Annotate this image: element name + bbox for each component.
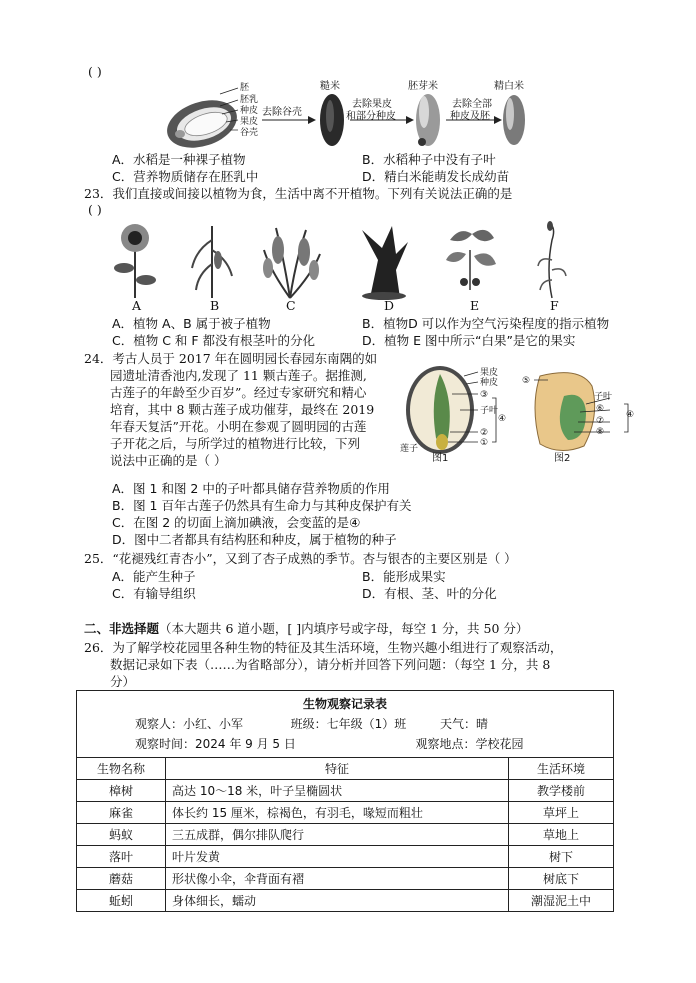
table-header-row (77, 758, 614, 780)
organism-habitat: 教学楼前 (509, 780, 614, 802)
q25-option-b: B．能形成果实 (362, 569, 446, 584)
organism-feature: 高达 10～18 米，叶子呈椭圆状 (166, 780, 509, 802)
step2-label: 去除果皮 (352, 99, 392, 110)
table-row (77, 824, 614, 846)
seed-part-label: 胚乳 (240, 95, 259, 105)
lotus-seed-label: 莲子 (400, 444, 419, 454)
organism-name: 蚯蚓 (77, 890, 166, 912)
fig1-label: 子叶 (480, 406, 499, 416)
fig1-label: ④ (498, 414, 507, 424)
organism-habitat: 树底下 (509, 868, 614, 890)
organism-habitat: 潮湿泥土中 (509, 890, 614, 912)
organism-habitat: 树下 (509, 846, 614, 868)
observation-record-table (76, 690, 614, 912)
corn-image (192, 226, 232, 298)
fig1-label: ③ (480, 390, 489, 400)
fig1-label: 果皮 (480, 368, 499, 378)
q25-option-d: D．有根、茎、叶的分化 (362, 586, 497, 601)
moss-image (538, 221, 566, 298)
observation-time: 观察时间：2024 年 9 月 5 日 (135, 737, 296, 751)
q23-option-a: A．植物 A、B 属于被子植物 (112, 316, 271, 331)
fig1-caption: 图1 (432, 453, 449, 464)
plant-label-e: E (470, 298, 480, 313)
fig2-label: 子叶 (594, 392, 613, 402)
q23-stem: 23．我们直接或间接以植物为食，生活中离不开植物。下列有关说法正确的是 (84, 186, 513, 201)
column-header: 生物名称 (77, 758, 166, 780)
fig2-label: ⑧ (596, 427, 605, 437)
q23-bracket: ( ) (88, 202, 102, 217)
observation-place: 观察地点：学校花园 (415, 737, 524, 751)
q24-line: 子开花之后，与所学过的植物进行比较，下列 (110, 436, 361, 451)
plant-illustrations (100, 220, 590, 300)
q24-line: 说法中正确的是（ ） (110, 453, 227, 468)
column-header: 生活环境 (509, 758, 614, 780)
seed-section-figure (520, 366, 640, 456)
q24-option-c: C．在图 2 的切面上滴加碘液，会变蓝的是④ (112, 515, 361, 530)
observer: 观察人：小红、小军 (135, 717, 244, 731)
q22-bracket: ( ) (88, 64, 102, 79)
q25-option-a: A．能产生种子 (112, 569, 196, 584)
grade: 班级：七年级（1）班 (290, 717, 407, 731)
q26-line: 26．为了解学校花园里各种生物的特征及其生活环境，生物兴趣小组进行了观察活动， (84, 640, 563, 655)
organism-feature: 叶片发黄 (166, 846, 509, 868)
section2-desc: （本大题共 6 道小题，[ ]内填序号或字母，每空 1 分，共 50 分） (159, 621, 529, 636)
lichen-image (362, 226, 408, 300)
table-row (77, 890, 614, 912)
observer-line (83, 714, 607, 734)
column-header: 特征 (166, 758, 509, 780)
fig1-label: ② (480, 428, 489, 438)
step3-label: 去除全部 (452, 99, 492, 110)
section2-title: 二、非选择题 (84, 621, 160, 636)
organism-name: 蘑菇 (77, 868, 166, 890)
step2-label: 和部分种皮 (346, 111, 396, 122)
fig2-label: ⑥ (596, 404, 605, 414)
table-header-block (77, 691, 614, 758)
table-title: 生物观察记录表 (302, 697, 387, 711)
sunflower-image (114, 224, 156, 298)
fig2-label: ④ (626, 410, 635, 420)
q25-stem: 25．“花褪残红青杏小”，又到了杏子成熟的季节。杏与银杏的主要区别是（ ） (84, 551, 517, 566)
step1-label: 去除谷壳 (262, 107, 302, 118)
q26-line: 数据记录如下表（……为省略部分），请分析并回答下列问题：（每空 1 分，共 8 (110, 657, 551, 672)
q22-option-d: D．精白米能萌发长成幼苗 (362, 169, 510, 184)
q22-option-a: A．水稻是一种裸子植物 (112, 152, 246, 167)
plant-label-a: A (132, 298, 142, 313)
fig2-caption: 图2 (554, 453, 571, 464)
white-rice-label: 精白米 (494, 81, 524, 92)
ginkgo-image (446, 230, 496, 290)
q25-option-c: C．有输导组织 (112, 586, 196, 601)
organism-feature: 体长约 15 厘米，棕褐色，有羽毛，喙短而粗壮 (166, 802, 509, 824)
q24-line: 园遗址清香池内,发现了 11 颗古莲子。据推测, (110, 368, 367, 383)
seed-part-label: 果皮 (240, 117, 259, 127)
fern-image (263, 228, 320, 298)
organism-name: 樟树 (77, 780, 166, 802)
organism-habitat: 草地上 (509, 824, 614, 846)
organism-feature: 形状像小伞，伞背面有褶 (166, 868, 509, 890)
seed-part-label: 胚 (240, 83, 250, 93)
fig2-label: ⑤ (522, 376, 531, 386)
table-row (77, 846, 614, 868)
organism-name: 麻雀 (77, 802, 166, 824)
organism-name: 蚂蚁 (77, 824, 166, 846)
fig2-label: ⑦ (596, 416, 605, 426)
plant-label-f: F (550, 298, 559, 313)
organism-name: 落叶 (77, 846, 166, 868)
table-row (77, 780, 614, 802)
step3-label: 种皮及胚 (450, 111, 490, 122)
q23-option-d: D．植物 E 图中所示“白果”是它的果实 (362, 333, 576, 348)
organism-habitat: 草坪上 (509, 802, 614, 824)
fig1-label: ① (480, 438, 489, 448)
q24-line: 培育，其中 8 颗古莲子成功催芽，最终在 2019 (110, 402, 375, 417)
q24-line: 24．考古人员于 2017 年在圆明园长春园东南隅的如 (84, 351, 378, 366)
q22-option-b: B．水稻种子中没有子叶 (362, 152, 496, 167)
q24-option-d: D．图中二者都具有结构胚和种皮，属于植物的种子 (112, 532, 397, 547)
plant-label-b: B (210, 298, 220, 313)
q24-option-b: B．图 1 百年古莲子仍然具有生命力与其种皮保护有关 (112, 498, 412, 513)
fig1-label: 种皮 (480, 378, 499, 388)
q24-option-a: A．图 1 和图 2 中的子叶都具储存营养物质的作用 (112, 481, 390, 496)
organism-feature: 三五成群，偶尔排队爬行 (166, 824, 509, 846)
table-row (77, 802, 614, 824)
organism-feature: 身体细长，蠕动 (166, 890, 509, 912)
q26-line: 分） (110, 674, 136, 689)
seed-part-label: 种皮 (240, 106, 259, 116)
weather: 天气：晴 (439, 717, 488, 731)
q23-option-b: B．植物D 可以作为空气污染程度的指示植物 (362, 316, 610, 331)
q24-line: 年春天复活”开花。小明在参观了圆明园的古莲 (110, 419, 367, 434)
q24-line: 古莲子的年龄至少百岁”。经过专家研究和精心 (110, 385, 367, 400)
table-row (77, 868, 614, 890)
brown-rice-label: 糙米 (320, 81, 340, 92)
time-line (83, 734, 607, 754)
plant-label-c: C (286, 298, 296, 313)
germ-rice-label: 胚芽米 (408, 81, 438, 92)
q23-option-c: C．植物 C 和 F 都没有根茎叶的分化 (112, 333, 316, 348)
q22-option-c: C．营养物质储存在胚乳中 (112, 169, 259, 184)
seed-part-label: 谷壳 (240, 128, 259, 138)
section2-heading (84, 621, 528, 637)
plant-label-d: D (384, 298, 395, 313)
